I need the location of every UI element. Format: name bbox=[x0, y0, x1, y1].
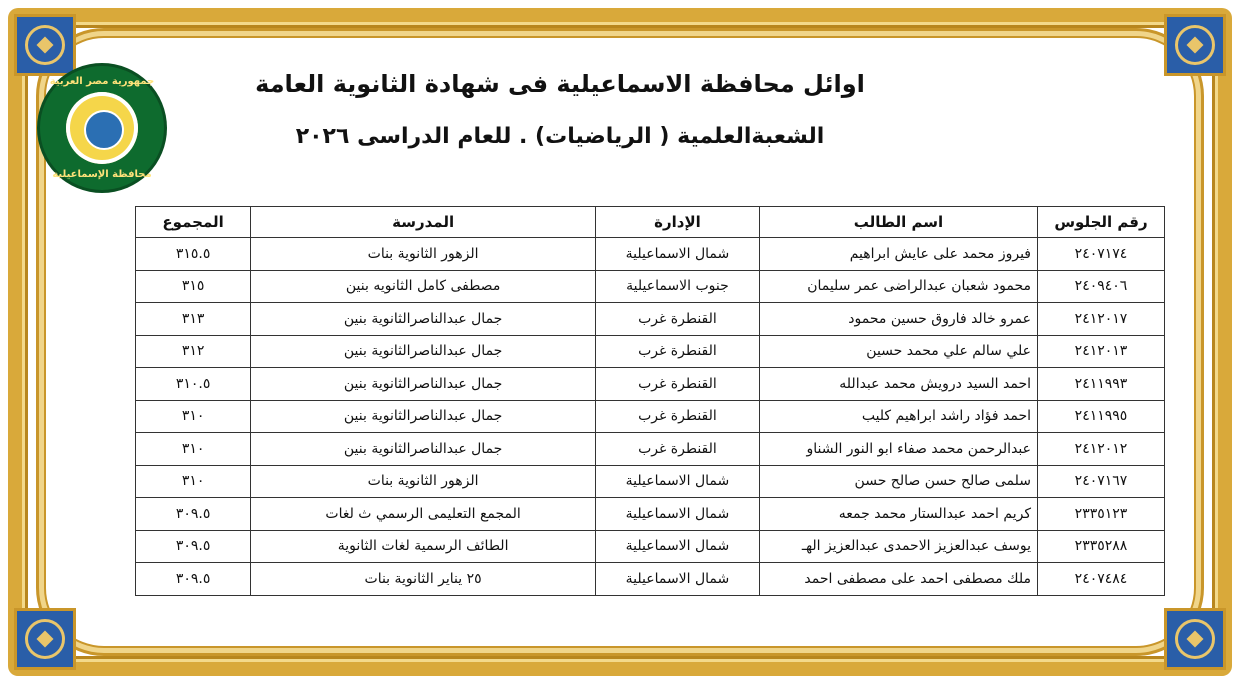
school: ٢٥ يناير الثانوية بنات bbox=[251, 563, 596, 596]
total-score: ٣١٠ bbox=[136, 433, 251, 466]
administration: شمال الاسماعيلية bbox=[596, 238, 760, 271]
corner-ornament-icon bbox=[14, 608, 76, 670]
logo-top-text: جمهورية مصر العربية bbox=[49, 76, 155, 87]
total-score: ٣١٠ bbox=[136, 400, 251, 433]
student-name: كريم احمد عبدالستار محمد جمعه bbox=[759, 498, 1037, 531]
student-name: احمد فؤاد راشد ابراهيم كليب bbox=[759, 400, 1037, 433]
administration: القنطرة غرب bbox=[596, 335, 760, 368]
administration: جنوب الاسماعيلية bbox=[596, 270, 760, 303]
school: جمال عبدالناصرالثانوية بنين bbox=[251, 303, 596, 336]
header-student-name: اسم الطالب bbox=[759, 207, 1037, 238]
corner-ornament-icon bbox=[1164, 608, 1226, 670]
school: الطائف الرسمية لغات الثانوية bbox=[251, 530, 596, 563]
header-administration: الإدارة bbox=[596, 207, 760, 238]
school: جمال عبدالناصرالثانوية بنين bbox=[251, 433, 596, 466]
total-score: ٣٠٩.٥ bbox=[136, 498, 251, 531]
administration: القنطرة غرب bbox=[596, 368, 760, 401]
administration: القنطرة غرب bbox=[596, 433, 760, 466]
total-score: ٣١٠.٥ bbox=[136, 368, 251, 401]
administration: شمال الاسماعيلية bbox=[596, 465, 760, 498]
total-score: ٣١٠ bbox=[136, 465, 251, 498]
corner-ornament-icon bbox=[14, 14, 76, 76]
results-table bbox=[135, 206, 1165, 596]
table-row bbox=[136, 465, 1165, 498]
total-score: ٣٠٩.٥ bbox=[136, 563, 251, 596]
table-row bbox=[136, 238, 1165, 271]
seat-number: ٢٣٣٥٢٨٨ bbox=[1038, 530, 1165, 563]
seat-number: ٢٤١١٩٩٥ bbox=[1038, 400, 1165, 433]
corner-ornament-icon bbox=[1164, 14, 1226, 76]
total-score: ٣٠٩.٥ bbox=[136, 530, 251, 563]
school: مصطفى كامل الثانويه بنين bbox=[251, 270, 596, 303]
seat-number: ٢٤١٢٠١٣ bbox=[1038, 335, 1165, 368]
table-row bbox=[136, 498, 1165, 531]
seat-number: ٢٤٠٧٤٨٤ bbox=[1038, 563, 1165, 596]
total-score: ٣١٥ bbox=[136, 270, 251, 303]
seat-number: ٢٤٠٧١٧٤ bbox=[1038, 238, 1165, 271]
logo-bottom-text: محافظة الإسماعيلية bbox=[52, 169, 152, 180]
school: المجمع التعليمى الرسمي ث لغات bbox=[251, 498, 596, 531]
administration: القنطرة غرب bbox=[596, 400, 760, 433]
seat-number: ٢٤١١٩٩٣ bbox=[1038, 368, 1165, 401]
seat-number: ٢٤١٢٠١٧ bbox=[1038, 303, 1165, 336]
table-row bbox=[136, 433, 1165, 466]
table-row bbox=[136, 335, 1165, 368]
school: الزهور الثانوية بنات bbox=[251, 238, 596, 271]
table-row bbox=[136, 368, 1165, 401]
seat-number: ٢٤٠٩٤٠٦ bbox=[1038, 270, 1165, 303]
header-school: المدرسة bbox=[251, 207, 596, 238]
table-row bbox=[136, 400, 1165, 433]
page-title: اوائل محافظة الاسماعيلية فى شهادة الثانوية العامة bbox=[255, 70, 865, 98]
logo-emblem-icon bbox=[66, 92, 138, 164]
seat-number: ٢٤١٢٠١٢ bbox=[1038, 433, 1165, 466]
student-name: احمد السيد درويش محمد عبدالله bbox=[759, 368, 1037, 401]
seat-number: ٢٤٠٧١٦٧ bbox=[1038, 465, 1165, 498]
administration: القنطرة غرب bbox=[596, 303, 760, 336]
administration: شمال الاسماعيلية bbox=[596, 530, 760, 563]
table-row bbox=[136, 530, 1165, 563]
table-row bbox=[136, 303, 1165, 336]
student-name: عبدالرحمن محمد صفاء ابو النور الشناو bbox=[759, 433, 1037, 466]
student-name: فيروز محمد على عايش ابراهيم bbox=[759, 238, 1037, 271]
administration: شمال الاسماعيلية bbox=[596, 563, 760, 596]
page-subtitle: الشعبةالعلمية ( الرياضيات) . للعام الدراسى ٢٠٢٦ bbox=[295, 124, 825, 149]
governorate-logo bbox=[40, 66, 164, 190]
student-name: علي سالم علي محمد حسين bbox=[759, 335, 1037, 368]
seat-number: ٢٣٣٥١٢٣ bbox=[1038, 498, 1165, 531]
header-total: المجموع bbox=[136, 207, 251, 238]
total-score: ٣١٥.٥ bbox=[136, 238, 251, 271]
student-name: يوسف عبدالعزيز الاحمدى عبدالعزيز الهـ bbox=[759, 530, 1037, 563]
student-name: سلمى صالح حسن صالح حسن bbox=[759, 465, 1037, 498]
table-header-row bbox=[136, 207, 1165, 238]
student-name: عمرو خالد فاروق حسين محمود bbox=[759, 303, 1037, 336]
school: جمال عبدالناصرالثانوية بنين bbox=[251, 368, 596, 401]
student-name: ملك مصطفى احمد على مصطفى احمد bbox=[759, 563, 1037, 596]
table-row bbox=[136, 563, 1165, 596]
total-score: ٣١٢ bbox=[136, 335, 251, 368]
total-score: ٣١٣ bbox=[136, 303, 251, 336]
header-seat-number: رقم الجلوس bbox=[1038, 207, 1165, 238]
school: الزهور الثانوية بنات bbox=[251, 465, 596, 498]
student-name: محمود شعبان عبدالراضى عمر سليمان bbox=[759, 270, 1037, 303]
school: جمال عبدالناصرالثانوية بنين bbox=[251, 400, 596, 433]
administration: شمال الاسماعيلية bbox=[596, 498, 760, 531]
school: جمال عبدالناصرالثانوية بنين bbox=[251, 335, 596, 368]
table-row bbox=[136, 270, 1165, 303]
